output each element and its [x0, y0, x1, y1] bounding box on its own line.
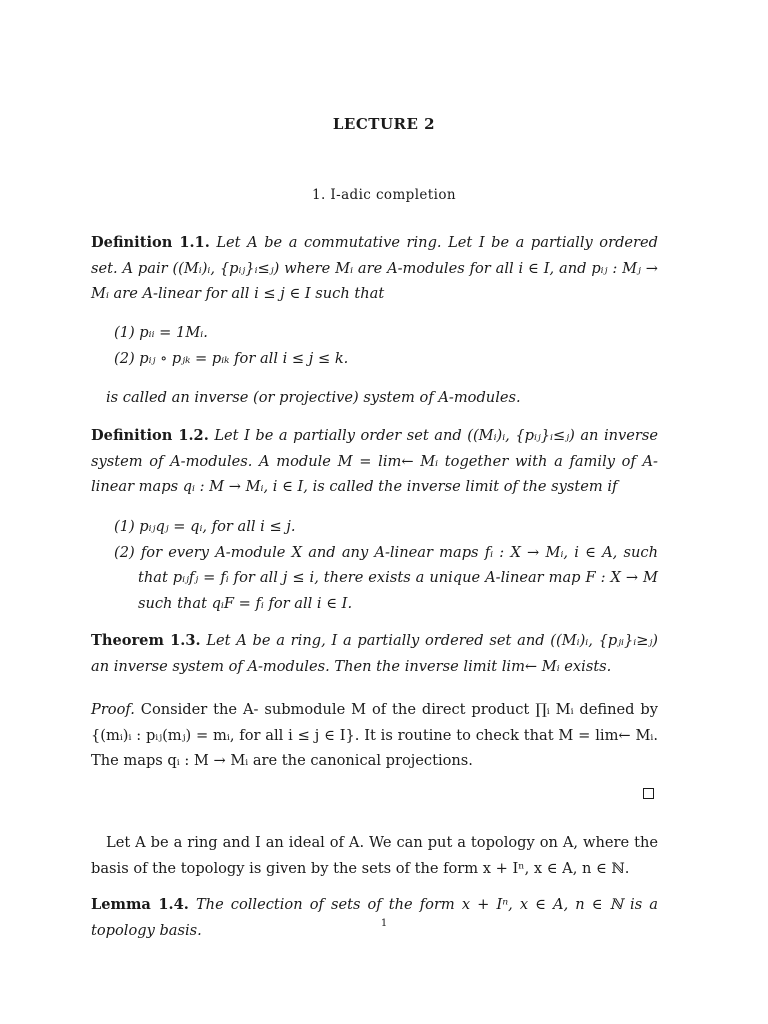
definition-1-2-text: Let I be a partially order set and ((Mᵢ)ᵢ, {pᵢⱼ}ᵢ≤ⱼ) an inverse system of A-modules. A module M = lim← Mᵢ together with a family of A-linear maps qᵢ : M → Mᵢ, i ∈ I, is called the inverse limit of the system if [91, 427, 659, 495]
qed-symbol [643, 788, 654, 799]
lecture-title: LECTURE 2 [332, 115, 436, 133]
theorem-1-3-text: Let A be a ring, I a partially ordered set and ((Mᵢ)ᵢ, {pⱼᵢ}ᵢ≥ⱼ) an inverse system of A-modules. Then the inverse limit lim← Mᵢ exists. [91, 632, 658, 675]
definition-1-1-label: Definition 1.1. [91, 234, 210, 251]
definition-1-2-conditions [114, 514, 658, 616]
proof-label: Proof. [91, 701, 135, 718]
definition-1-2 [91, 423, 658, 500]
theorem-1-3 [91, 628, 658, 679]
definition-1-1 [91, 230, 658, 307]
condition-item: (2) pᵢⱼ ∘ pⱼₖ = pᵢₖ for all i ≤ j ≤ k. [114, 349, 349, 367]
page-number: 1 [380, 918, 388, 929]
definition-1-1-closing: is called an inverse (or projective) system of A-modules. [106, 389, 521, 406]
lemma-1-4-text: The collection of sets of the form x + Iⁿ, x ∈ A, n ∈ ℕ is a topology basis. [91, 896, 658, 939]
condition-item: (1) pᵢᵢ = 1Mᵢ. [114, 324, 208, 341]
theorem-1-3-label: Theorem 1.3. [91, 632, 201, 649]
definition-1-1-text: Let A be a commutative ring. Let I be a partially ordered set. A pair ((Mᵢ)ᵢ, {pᵢⱼ}ᵢ≤ⱼ) where Mᵢ are A-modules for all i ∈ I, and pᵢⱼ : Mⱼ → Mᵢ are A-linear for all i ≤ j ∈ I such that [91, 234, 659, 302]
condition-item: (1) pᵢⱼqⱼ = qᵢ, for all i ≤ j. [114, 518, 296, 535]
definition-1-1-conditions [114, 320, 658, 371]
section-heading: 1. I-adic completion [312, 187, 456, 203]
proof-text: Consider the A- submodule M of the direct product ∏ᵢ Mᵢ defined by {(mᵢ)ᵢ : pᵢⱼ(mⱼ) = mᵢ, for all i ≤ j ∈ I}. It is routine to check that M = lim← Mᵢ. The maps qᵢ : M → Mᵢ are the canonical projections. [91, 701, 658, 769]
definition-1-2-label: Definition 1.2. [91, 427, 209, 444]
proof [91, 697, 658, 774]
lemma-1-4-label: Lemma 1.4. [91, 896, 189, 913]
condition-item: (2) for every A-module X and any A-linear maps fᵢ : X → Mᵢ, i ∈ A, such that pᵢⱼfⱼ = fᵢ for all j ≤ i, there exists a unique A-linear map F : X → M such that qᵢF = fᵢ for all i ∈ I. [114, 543, 658, 612]
body-paragraph: Let A be a ring and I an ideal of A. We can put a topology on A, where the basis of the topology is given by the sets of the form x + Iⁿ, x ∈ A, n ∈ ℕ. [91, 834, 658, 877]
